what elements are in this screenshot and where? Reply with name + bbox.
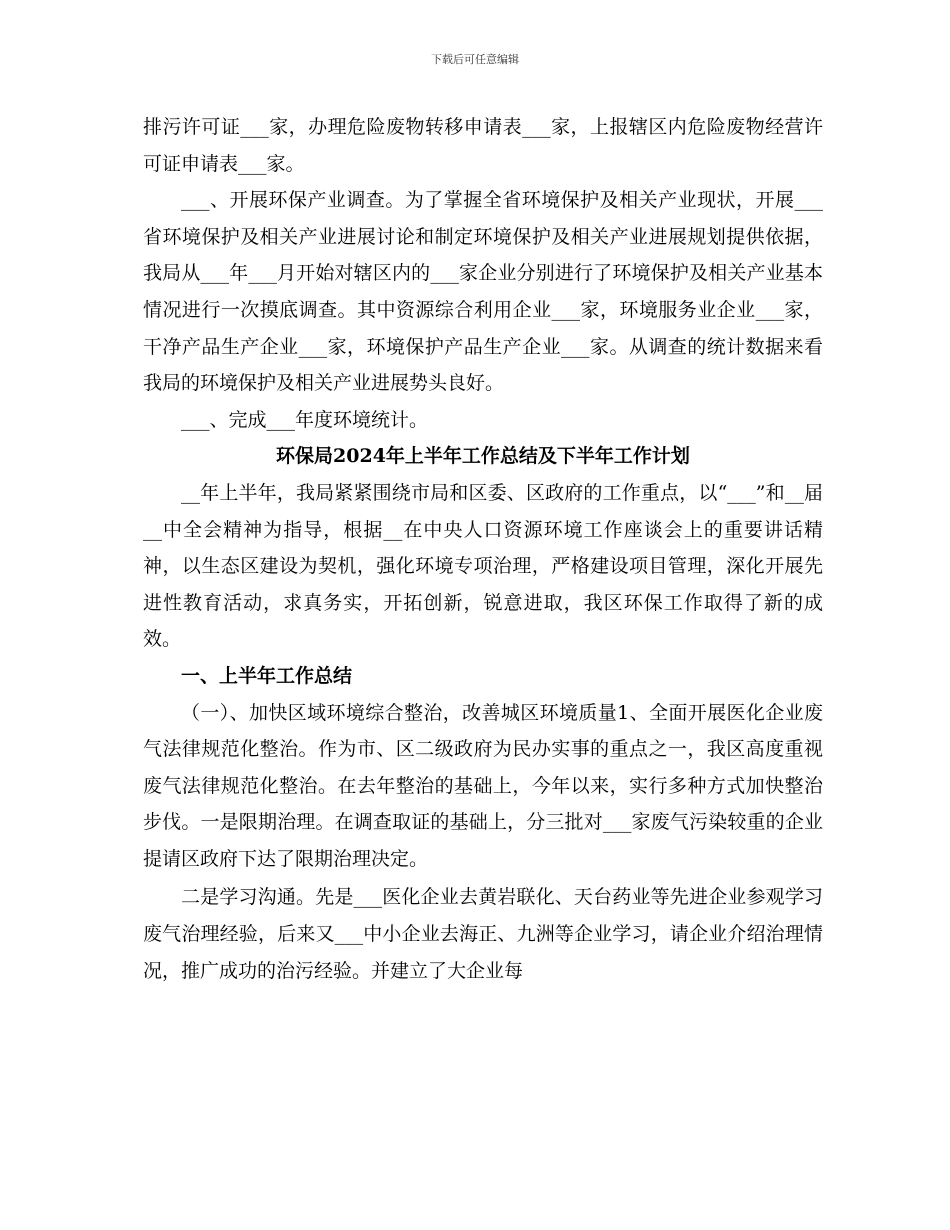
section-heading: 一、上半年工作总结 <box>181 664 353 687</box>
page-header: 下载后可任意编辑 <box>431 53 519 66</box>
paragraph-industry-survey: ___、开展环保产业调查。为了掌握全省环境保护及相关产业现状，开展___省环境保护及相关产业进展讨论和制定环境保护及相关产业进展规划提供依据，我局从___年___月开始对辖区内的___家企业分别进行了环境保护及相关产业基本情况进行一次摸底调查。其中资源综合利用企业___家，环境服务业企业___家，干净产品生产企业___家，环境保护产品生产企业___家。从调查的统计数据来看我局的环境保护及相关产业进展势头良好。 <box>143 189 823 395</box>
document-body <box>143 109 823 989</box>
paragraph-intro: __年上半年，我局紧紧围绕市局和区委、区政府的工作重点，以“___”和__届__中全会精神为指导，根据__在中央人口资源环境工作座谈会上的重要讲话精神，以生态区建设为契机，强化环境专项治理，严格建设项目管理，深化开展先进性教育活动，求真务实，开拓创新，锐意进取，我区环保工作取得了新的成效。 <box>143 481 823 651</box>
paragraph-statistics: ___、完成___年度环境统计。 <box>181 408 429 431</box>
paragraph-permits: 排污许可证___家，办理危险废物转移申请表___家，上报辖区内危险废物经营许可证申请表___家。 <box>143 116 823 175</box>
document-title: 环保局2024年上半年工作总结及下半年工作计划 <box>276 445 690 468</box>
paragraph-rectification: （一）、加快区域环境综合整治，改善城区环境质量1、全面开展医化企业废气法律规范化整治。作为市、区二级政府为民办实事的重点之一，我区高度重视废气法律规范化整治。在去年整治的基础上，今年以来，实行多种方式加快整治步伐。一是限期治理。在调查取证的基础上，分三批对___家废气污染较重的企业提请区政府下达了限期治理决定。 <box>143 701 823 870</box>
paragraph-learning: 二是学习沟通。先是___医化企业去黄岩联化、天台药业等先进企业参观学习废气治理经验，后来又___中小企业去海正、九洲等企业学习，请企业介绍治理情况，推广成功的治污经验。并建立了大企业每 <box>143 886 823 982</box>
